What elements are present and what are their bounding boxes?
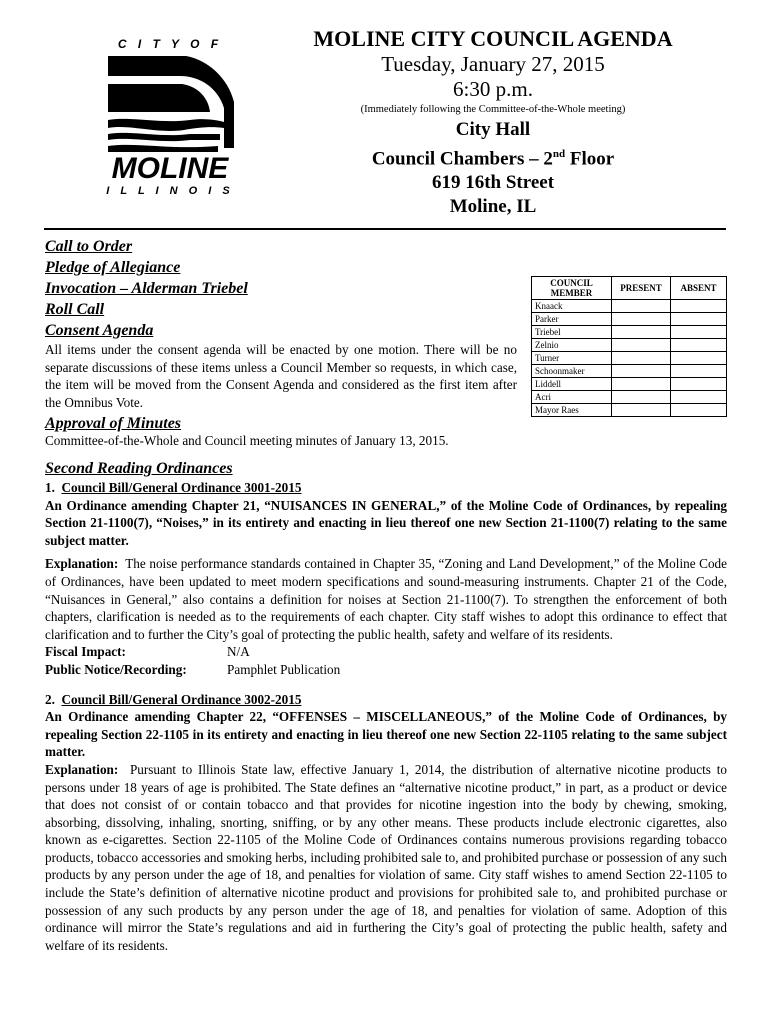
agenda-title: MOLINE CITY COUNCIL AGENDA [313,26,673,51]
present-cell[interactable] [612,391,671,404]
table-row: Triebel [532,326,727,339]
column-header-member: COUNCIL MEMBER [532,277,612,300]
table-row: Parker [532,313,727,326]
meeting-city: Moline, IL [449,196,537,218]
absent-cell[interactable] [671,300,727,313]
header-divider [44,228,726,230]
table-row: Acri [532,391,727,404]
logo-top-text: C I T Y O F [117,37,223,51]
city-of-moline-logo [100,36,240,198]
table-row: Schoonmaker [532,365,727,378]
item-2-bill: 2. Council Bill/General Ordinance 3002-2015 [45,691,302,707]
table-row: Knaack [532,300,727,313]
absent-cell[interactable] [671,404,727,417]
present-cell[interactable] [612,313,671,326]
logo-name: MOLINE [111,152,229,185]
pledge-heading: Pledge of Allegiance [45,259,181,276]
consent-agenda-heading: Consent Agenda [45,322,154,339]
meeting-time: 6:30 p.m. [453,77,533,101]
meeting-street: 619 16th Street [431,172,555,194]
table-row: Mayor Raes [532,404,727,417]
approval-minutes-heading: Approval of Minutes [45,415,182,433]
item-1-title: An Ordinance amending Chapter 21, “NUISANCES IN GENERAL,” of the Moline Code of Ordinances, by repealing Section 21-1100(7), “Noises,” in its entirety and enacting in lieu thereof one new Section 21-1100(7) relating to the same subject matter. [45,497,727,548]
column-header-present: PRESENT [612,277,671,300]
opening-sections [45,236,517,434]
absent-cell[interactable] [671,365,727,378]
item-1-explanation: Explanation: The noise performance standards contained in Chapter 35, “Zoning and Land Development,” of the Moline Code of Ordinances, have been updated to meet modern specifications and sound-measuring instruments. Chapter 21 of the Code, “Nuisances in General,” also contains a definition for noises at Section 21-1100(7). To strengthen the enforcement of both chapters, clarification is needed as to the requirements of each chapter. City staff wishes to adopt this ordinance to effect that clarification and to further the City’s goal of protecting the public health, safety and welfare of its residents. [45,556,727,642]
absent-cell[interactable] [671,313,727,326]
absent-cell[interactable] [671,352,727,365]
call-to-order-heading: Call to Order [45,238,133,255]
present-cell[interactable] [612,352,671,365]
absent-cell[interactable] [671,378,727,391]
agenda-header [262,26,724,219]
absent-cell[interactable] [671,326,727,339]
roll-call-table [531,276,727,417]
meeting-chambers: Council Chambers – 2nd Floor [371,148,615,170]
consent-agenda-text: All items under the consent agenda will be enacted by one motion. There will be no separate discussions of these items unless a Council Member so requests, in which case, the item will be moved from the Consent Agenda and considered as the first item after the Omnibus Vote. [45,342,517,410]
present-cell[interactable] [612,378,671,391]
meeting-date: Tuesday, January 27, 2015 [381,52,605,76]
absent-cell[interactable] [671,391,727,404]
item-1-bill: 1. Council Bill/General Ordinance 3001-2015 [45,480,302,495]
second-reading-section [45,458,727,954]
invocation-heading: Invocation – Alderman Triebel [45,280,248,297]
column-header-absent: ABSENT [671,277,727,300]
present-cell[interactable] [612,365,671,378]
second-reading-heading: Second Reading Ordinances [45,460,233,477]
meeting-venue: City Hall [455,119,531,140]
table-row: Liddell [532,378,727,391]
present-cell[interactable] [612,339,671,352]
item-1-fiscal: Fiscal Impact: N/A [45,644,250,660]
absent-cell[interactable] [671,339,727,352]
roll-call-heading: Roll Call [45,301,105,318]
present-cell[interactable] [612,326,671,339]
table-row: Turner [532,352,727,365]
approval-minutes-text: Committee-of-the-Whole and Council meeting minutes of January 13, 2015. [45,433,449,448]
item-1-notice: Public Notice/Recording: Pamphlet Publication [45,661,341,677]
meeting-note: (Immediately following the Committee-of-the-Whole meeting) [360,104,626,115]
present-cell[interactable] [612,404,671,417]
item-2-title: An Ordinance amending Chapter 22, “OFFENSES – MISCELLANEOUS,” of the Moline Code of Ordinances, by repealing Section 22-1105 in its entirety and enacting in lieu thereof one new Section 22-1105 relating to the same subject matter. [45,709,727,760]
table-row: Zelnio [532,339,727,352]
logo-bottom-text: I L L I N O I S [106,185,234,197]
present-cell[interactable] [612,300,671,313]
item-2-explanation: Explanation: Pursuant to Illinois State law, effective January 1, 2014, the distribution of alternative nicotine products to persons under 18 years of age is prohibited. The State defines an “alternative nicotine product,” in part, as a product or device that does not consist of or contain tobacco and that provides for nicotine ingestion into the body by chewing, smoking, absorbing, dissolving, inhaling, snorting, sniffing, or by any other means. These products include electronic cigarettes, also known as e-cigarettes. Section 22-1105 of the Moline Code of Ordinances contains numerous provisions regarding tobacco products, tobacco accessories and smoking herbs, including prohibited sale to, and prohibited purchase or possession of any such products by any person under the age of 18, and penalties for violation of same. City staff wishes to amend Section 22-1105 to include the State’s definition of alternative nicotine product and provisions for prohibited sale to, and prohibited purchase or possession of any such products by any person under the age of 18, and penalties for violation of same. Adoption of this ordinance will mirror the State’s regulations and aid in furthering the City’s goal of protecting the public health, safety and welfare of its residents. [45,761,727,953]
